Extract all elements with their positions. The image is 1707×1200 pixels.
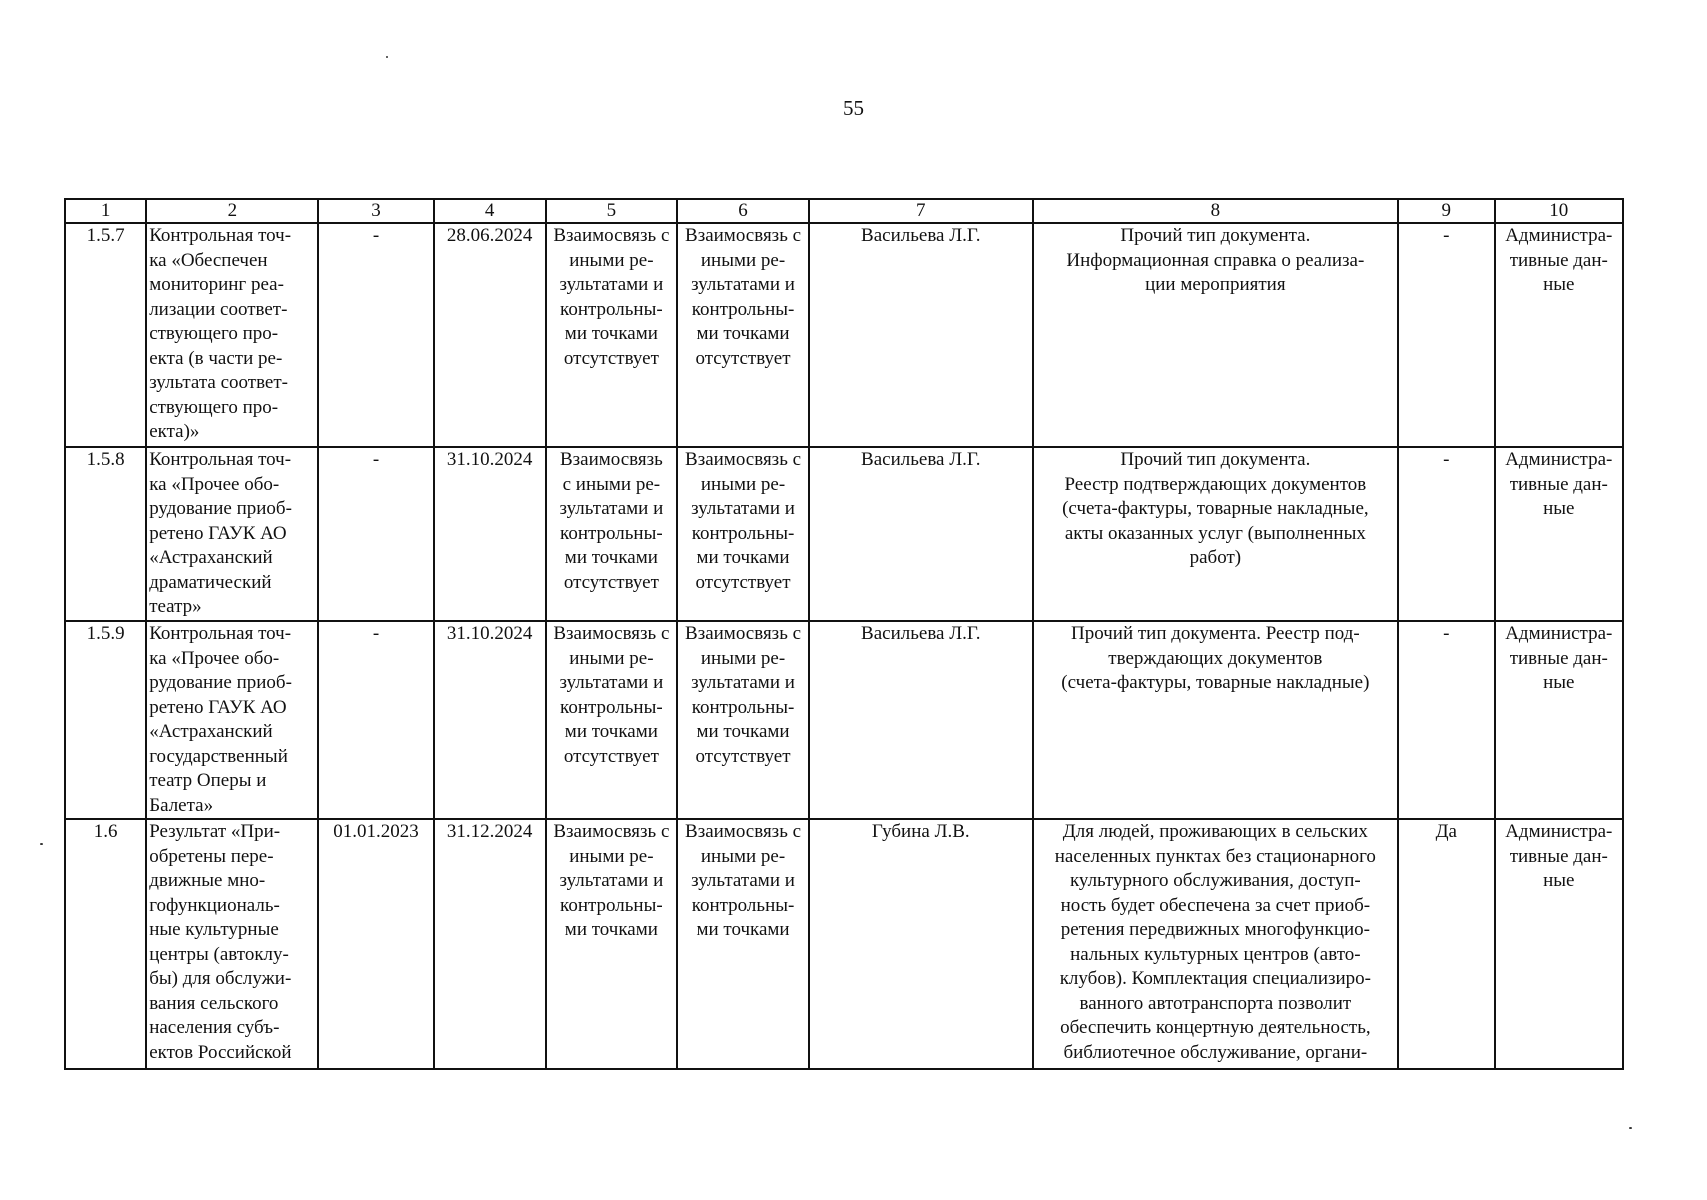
item-name: Контрольная точ- ка «Прочее обо- рудование приоб- ретено ГАУК АО «Астраханский государственный театр Оперы и Балета» [146, 621, 318, 819]
responsible-person: Васильева Л.Г. [809, 223, 1033, 447]
column-9-value: - [1398, 223, 1495, 447]
item-name: Контрольная точ- ка «Обеспечен мониторинг реа- лизации соответ- ствующего про- екта (в части ре- зультата соответ- ствующего про- екта)» [146, 223, 318, 447]
column-header: 9 [1398, 199, 1495, 223]
table-row [65, 447, 1623, 621]
link-previous: Взаимосвязь с иными ре- зультатами и контрольны- ми точками [546, 819, 678, 1069]
item-name: Контрольная точ- ка «Прочее обо- рудование приоб- ретено ГАУК АО «Астраханский драматический театр» [146, 447, 318, 621]
column-header: 7 [809, 199, 1033, 223]
document-type: Для людей, проживающих в сельских населенных пунктах без стационарного культурного обслуживания, доступ- ность будет обеспечена за счет приоб- ретения передвижных многофункцио- нальных культурных центров (авто- клубов). Комплектация специализиро- ванного автотранспорта позволит обеспечить концертную деятельность, библиотечное обслуживание, органи- [1033, 819, 1398, 1069]
column-header: 4 [434, 199, 546, 223]
column-header: 10 [1495, 199, 1623, 223]
data-source: Администра- тивные дан- ные [1495, 223, 1623, 447]
document-type: Прочий тип документа. Реестр под- тверждающих документов (счета-фактуры, товарные накладные) [1033, 621, 1398, 819]
column-header: 1 [65, 199, 146, 223]
end-date: 31.12.2024 [434, 819, 546, 1069]
link-next: Взаимосвязь с иными ре- зультатами и контрольны- ми точками [677, 819, 809, 1069]
link-next: Взаимосвязь с иными ре- зультатами и контрольны- ми точками отсутствует [677, 621, 809, 819]
column-header: 2 [146, 199, 318, 223]
row-number: 1.5.8 [65, 447, 146, 621]
data-source: Администра- тивные дан- ные [1495, 819, 1623, 1069]
start-date: 01.01.2023 [318, 819, 433, 1069]
link-previous: Взаимосвязь с иными ре- зультатами и контрольны- ми точками отсутствует [546, 621, 678, 819]
responsible-person: Губина Л.В. [809, 819, 1033, 1069]
data-source: Администра- тивные дан- ные [1495, 621, 1623, 819]
column-header: 3 [318, 199, 433, 223]
document-type: Прочий тип документа. Информационная справка о реализа- ции мероприятия [1033, 223, 1398, 447]
table-row [65, 223, 1623, 447]
end-date: 31.10.2024 [434, 621, 546, 819]
scan-speck [1629, 1127, 1632, 1129]
link-previous: Взаимосвязь с иными ре- зультатами и контрольны- ми точками отсутствует [546, 223, 678, 447]
responsible-person: Васильева Л.Г. [809, 447, 1033, 621]
table-row [65, 621, 1623, 819]
end-date: 31.10.2024 [434, 447, 546, 621]
column-9-value: - [1398, 621, 1495, 819]
item-name: Результат «При- обретены пере- движные мно- гофункциональ- ные культурные центры (автоклу- бы) для обслужи- вания сельского населения субъ- ектов Российской [146, 819, 318, 1069]
data-source: Администра- тивные дан- ные [1495, 447, 1623, 621]
column-header: 6 [677, 199, 809, 223]
row-number: 1.6 [65, 819, 146, 1069]
responsible-person: Васильева Л.Г. [809, 621, 1033, 819]
column-header: 5 [546, 199, 678, 223]
start-date: - [318, 447, 433, 621]
start-date: - [318, 223, 433, 447]
header-row [65, 199, 1623, 223]
table-row [65, 819, 1623, 1069]
link-previous: Взаимосвязь с иными ре- зультатами и контрольны- ми точками отсутствует [546, 447, 678, 621]
row-number: 1.5.7 [65, 223, 146, 447]
scan-speck [386, 56, 388, 58]
column-9-value: - [1398, 447, 1495, 621]
column-header: 8 [1033, 199, 1398, 223]
link-next: Взаимосвязь с иными ре- зультатами и контрольны- ми точками отсутствует [677, 223, 809, 447]
results-table [64, 198, 1624, 1070]
page-number: 55 [843, 96, 864, 120]
column-9-value: Да [1398, 819, 1495, 1069]
document-type: Прочий тип документа. Реестр подтверждающих документов (счета-фактуры, товарные накладные, акты оказанных услуг (выполненных работ) [1033, 447, 1398, 621]
end-date: 28.06.2024 [434, 223, 546, 447]
scan-speck [40, 843, 43, 845]
link-next: Взаимосвязь с иными ре- зультатами и контрольны- ми точками отсутствует [677, 447, 809, 621]
row-number: 1.5.9 [65, 621, 146, 819]
start-date: - [318, 621, 433, 819]
